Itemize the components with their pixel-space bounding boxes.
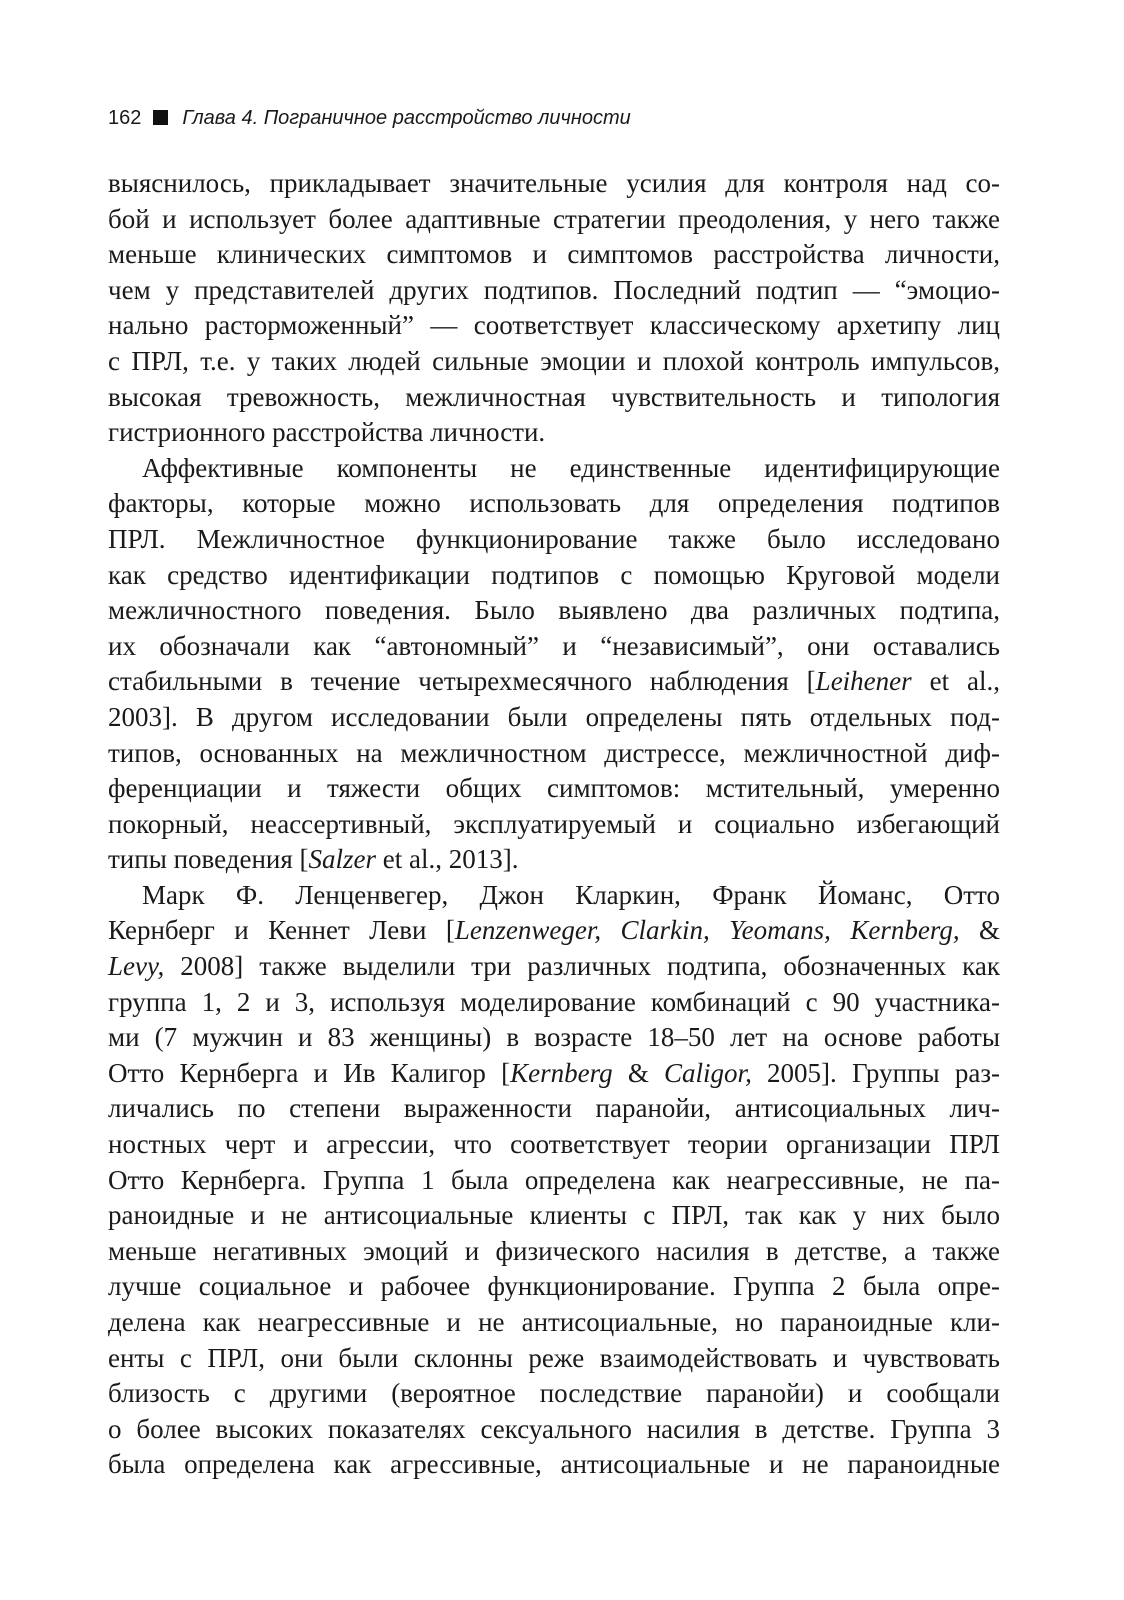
text-line: нально расторможенный” — соответствует классическому архетипу лиц xyxy=(108,310,1000,341)
text-line: покорный, неассертивный, эксплуатируемый и социально избегающий xyxy=(108,808,1000,839)
text-line: ференциации и тяжести общих симптомов: мстительный, умеренно xyxy=(108,773,1000,804)
text-line: межличностного поведения. Было выявлено два различных подтипа, xyxy=(108,595,1000,626)
text-line: их обозначали как “автономный” и “независимый”, они оставались xyxy=(108,630,1000,661)
text-line: группа 1, 2 и 3, используя моделирование комбинаций с 90 участника- xyxy=(108,986,1000,1017)
text-line: ми (7 мужчин и 83 женщины) в возрасте 18–50 лет на основе работы xyxy=(108,1022,1000,1053)
text-line-italic-cite: стабильными в течение четырехмесячного наблюдения [Leihener et al., xyxy=(108,666,1000,697)
text-line: лучше социальное и рабочее функционирование. Группа 2 была опре- xyxy=(108,1271,1000,1302)
text-line: ПРЛ. Межличностное функционирование также было исследовано xyxy=(108,523,1000,554)
citation-author: Salzer xyxy=(308,844,377,875)
text-line: факторы, которые можно использовать для определения подтипов xyxy=(108,488,1000,519)
square-bullet-icon xyxy=(153,110,168,125)
text-line: Отто Кернберга. Группа 1 была определена как неагрессивные, не па- xyxy=(108,1164,1000,1195)
text-line: меньше клинических симптомов и симптомов расстройства личности, xyxy=(108,239,1000,270)
book-page xyxy=(108,104,1000,1483)
text-line: раноидные и не антисоциальные клиенты с ПРЛ, так как у них было xyxy=(108,1200,1000,1231)
citation-author: Leihener xyxy=(815,666,912,697)
citation-author: Kernberg xyxy=(510,1057,613,1088)
text-line-italic-cite: Levy, 2008] также выделили три различных подтипа, обозначенных как xyxy=(108,951,1000,982)
text-line-italic-cite: типы поведения [Salzer et al., 2013]. xyxy=(108,844,519,875)
text-line: делена как неагрессивные и не антисоциальные, но параноидные кли- xyxy=(108,1307,1000,1337)
text-line: типов, основанных на межличностном дистрессе, межличностной диф- xyxy=(108,737,1000,768)
text-line: выяснилось, прикладывает значительные усилия для контроля над со- xyxy=(108,168,1000,198)
text-line: ностных черт и агрессии, что соответствует теории организации ПРЛ xyxy=(108,1129,1000,1160)
text-line: близость с другими (вероятное последствие паранойи) и сообщали xyxy=(108,1378,1000,1409)
citation-author: Caligor, xyxy=(664,1057,752,1088)
text-line: высокая тревожность, межличностная чувствительность и типология xyxy=(108,381,1000,412)
text-line-italic-cite: Кернберг и Кеннет Леви [Lenzenweger, Clarkin, Yeomans, Kernberg, & xyxy=(108,915,1000,946)
text-line: Марк Ф. Ленценвегер, Джон Кларкин, Франк Йоманс, Отто xyxy=(142,879,1000,910)
text-line: о более высоких показателях сексуального насилия в детстве. Группа 3 xyxy=(108,1413,1000,1444)
text-line: с ПРЛ, т.е. у таких людей сильные эмоции и плохой контроль импульсов, xyxy=(108,345,1000,376)
text-line: была определена как агрессивные, антисоциальные и не параноидные xyxy=(108,1449,1000,1480)
text-line: 2003]. В другом исследовании были определены пять отдельных под- xyxy=(108,701,1000,732)
chapter-title: Глава 4. Пограничное расстройство личности xyxy=(182,107,631,129)
text-line-italic-cite: Отто Кернберга и Ив Калигор [Kernberg & Caligor, 2005]. Группы раз- xyxy=(108,1057,1000,1088)
text-line: бой и использует более адаптивные стратегии преодоления, у него также xyxy=(108,203,1000,234)
text-line: личались по степени выраженности паранойи, антисоциальных лич- xyxy=(108,1093,1000,1124)
citation-author: Lenzenweger, Clarkin, Yeomans, Kernberg, xyxy=(454,915,960,946)
text-line: как средство идентификации подтипов с помощью Круговой модели xyxy=(108,559,1000,590)
text-line: Аффективные компоненты не единственные идентифицирующие xyxy=(142,452,1000,483)
text-line: гистрионного расстройства личности. xyxy=(108,417,546,448)
text-line: чем у представителей других подтипов. Последний подтип — “эмоцио- xyxy=(108,274,1000,305)
text-line: меньше негативных эмоций и физического насилия в детстве, а также xyxy=(108,1235,1000,1266)
page-number: 162 xyxy=(108,107,142,129)
running-header xyxy=(108,104,1000,132)
body-text xyxy=(108,166,1000,1483)
citation-author: Levy, xyxy=(108,951,165,982)
text-line: енты с ПРЛ, они были склонны реже взаимодействовать и чувствовать xyxy=(108,1342,1000,1373)
